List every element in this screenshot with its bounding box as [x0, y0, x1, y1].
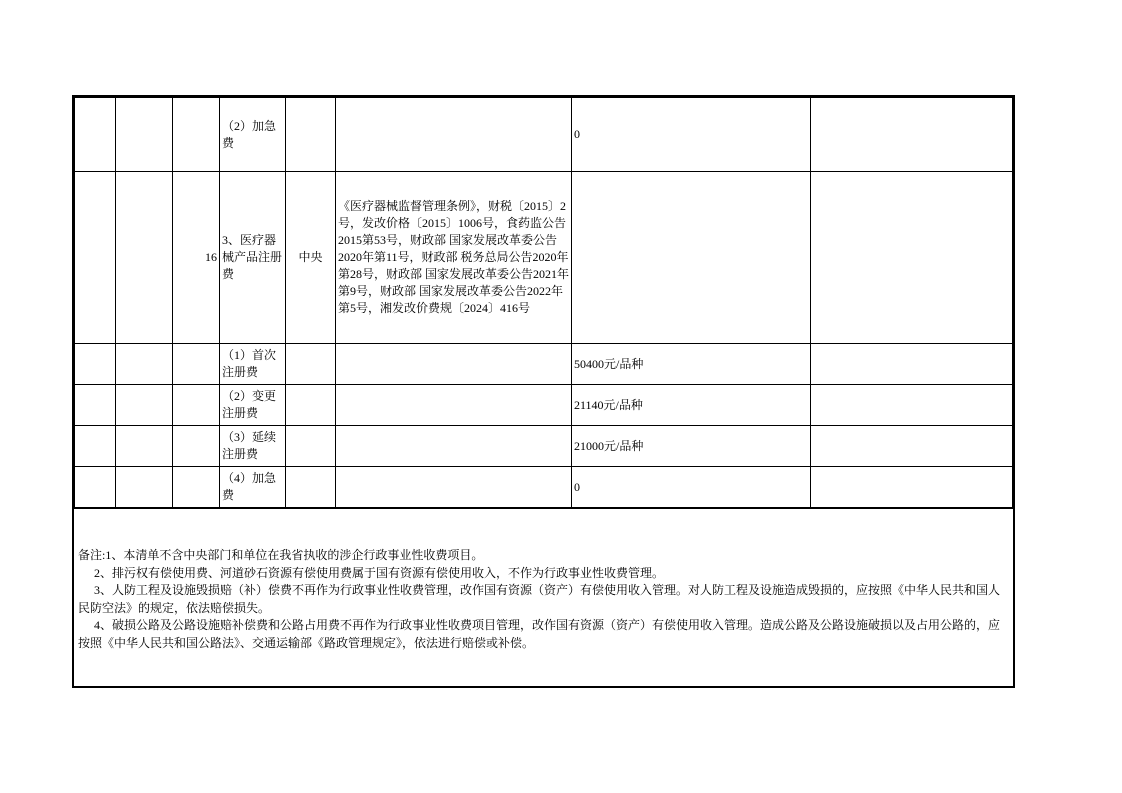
note-line: 备注:1、本清单不含中央部门和单位在我省执收的涉企行政事业性收费项目。 [78, 548, 484, 562]
blank-cell [116, 98, 173, 172]
item-number [173, 385, 220, 426]
item-basis: 《医疗器械监督管理条例》，财税〔2015〕2号，发改价格〔2015〕1006号，食药监公告2015第53号，财政部 国家发展改革委公告2020年第11号，财政部 税务总局公告2020年第28号，财政部 国家发展改革委公告2021年第9号，财政部 国家发展改革委公告2022年第5号，湘发改价费规〔2024〕416号 [336, 172, 572, 344]
blank-cell [116, 344, 173, 385]
blank-cell [116, 426, 173, 467]
table-row [75, 98, 1013, 172]
item-name: （2）加急费 [220, 98, 286, 172]
item-basis [336, 344, 572, 385]
table-row [75, 344, 1013, 385]
item-remark [811, 344, 1013, 385]
table-row [75, 426, 1013, 467]
item-standard: 50400元/品种 [572, 344, 811, 385]
item-standard: 21140元/品种 [572, 385, 811, 426]
item-remark [811, 385, 1013, 426]
table-row [75, 385, 1013, 426]
note-line: 3、人防工程及设施毁损赔（补）偿费不再作为行政事业性收费管理，改作国有资源（资产）有偿使用收入管理。对人防工程及设施造成毁损的，应按照《中华人民共和国人民防空法》的规定，依法赔偿损失。 [78, 583, 1001, 615]
note-line: 2、排污权有偿使用费、河道砂石资源有偿使用费属于国有资源有偿使用收入，不作为行政事业性收费管理。 [94, 565, 665, 580]
table-row [75, 172, 1013, 344]
blank-cell [75, 172, 116, 344]
item-number [173, 467, 220, 508]
item-level: 中央 [286, 172, 336, 344]
item-name: （3）延续注册费 [220, 426, 286, 467]
item-level [286, 426, 336, 467]
blank-cell [75, 385, 116, 426]
item-level [286, 344, 336, 385]
item-remark [811, 467, 1013, 508]
item-basis [336, 98, 572, 172]
note-line: 4、破损公路及公路设施赔补偿费和公路占用费不再作为行政事业性收费项目管理，改作国有资源（资产）有偿使用收入管理。造成公路及公路设施破损以及占用公路的，应按照《中华人民共和国公路法》、交通运输部《路政管理规定》，依法进行赔偿或补偿。 [78, 618, 1001, 650]
fee-list-sheet [72, 95, 1015, 688]
blank-cell [116, 467, 173, 508]
item-name: （1）首次注册费 [220, 344, 286, 385]
item-level [286, 467, 336, 508]
item-standard [572, 172, 811, 344]
blank-cell [75, 98, 116, 172]
item-level [286, 385, 336, 426]
item-name: （4）加急费 [220, 467, 286, 508]
item-remark [811, 172, 1013, 344]
blank-cell [75, 467, 116, 508]
blank-cell [116, 172, 173, 344]
item-basis [336, 385, 572, 426]
fee-table [74, 97, 1013, 508]
item-level [286, 98, 336, 172]
item-standard: 0 [572, 98, 811, 172]
item-basis [336, 467, 572, 508]
blank-cell [75, 426, 116, 467]
item-standard: 21000元/品种 [572, 426, 811, 467]
item-number [173, 426, 220, 467]
blank-cell [116, 385, 173, 426]
table-row [75, 467, 1013, 508]
item-basis [336, 426, 572, 467]
item-number [173, 98, 220, 172]
blank-cell [75, 344, 116, 385]
item-number [173, 344, 220, 385]
item-standard: 0 [572, 467, 811, 508]
item-remark [811, 426, 1013, 467]
notes-section [74, 508, 1013, 686]
item-name: 3、医疗器械产品注册费 [220, 172, 286, 344]
item-remark [811, 98, 1013, 172]
item-number: 16 [173, 172, 220, 344]
item-name: （2）变更注册费 [220, 385, 286, 426]
